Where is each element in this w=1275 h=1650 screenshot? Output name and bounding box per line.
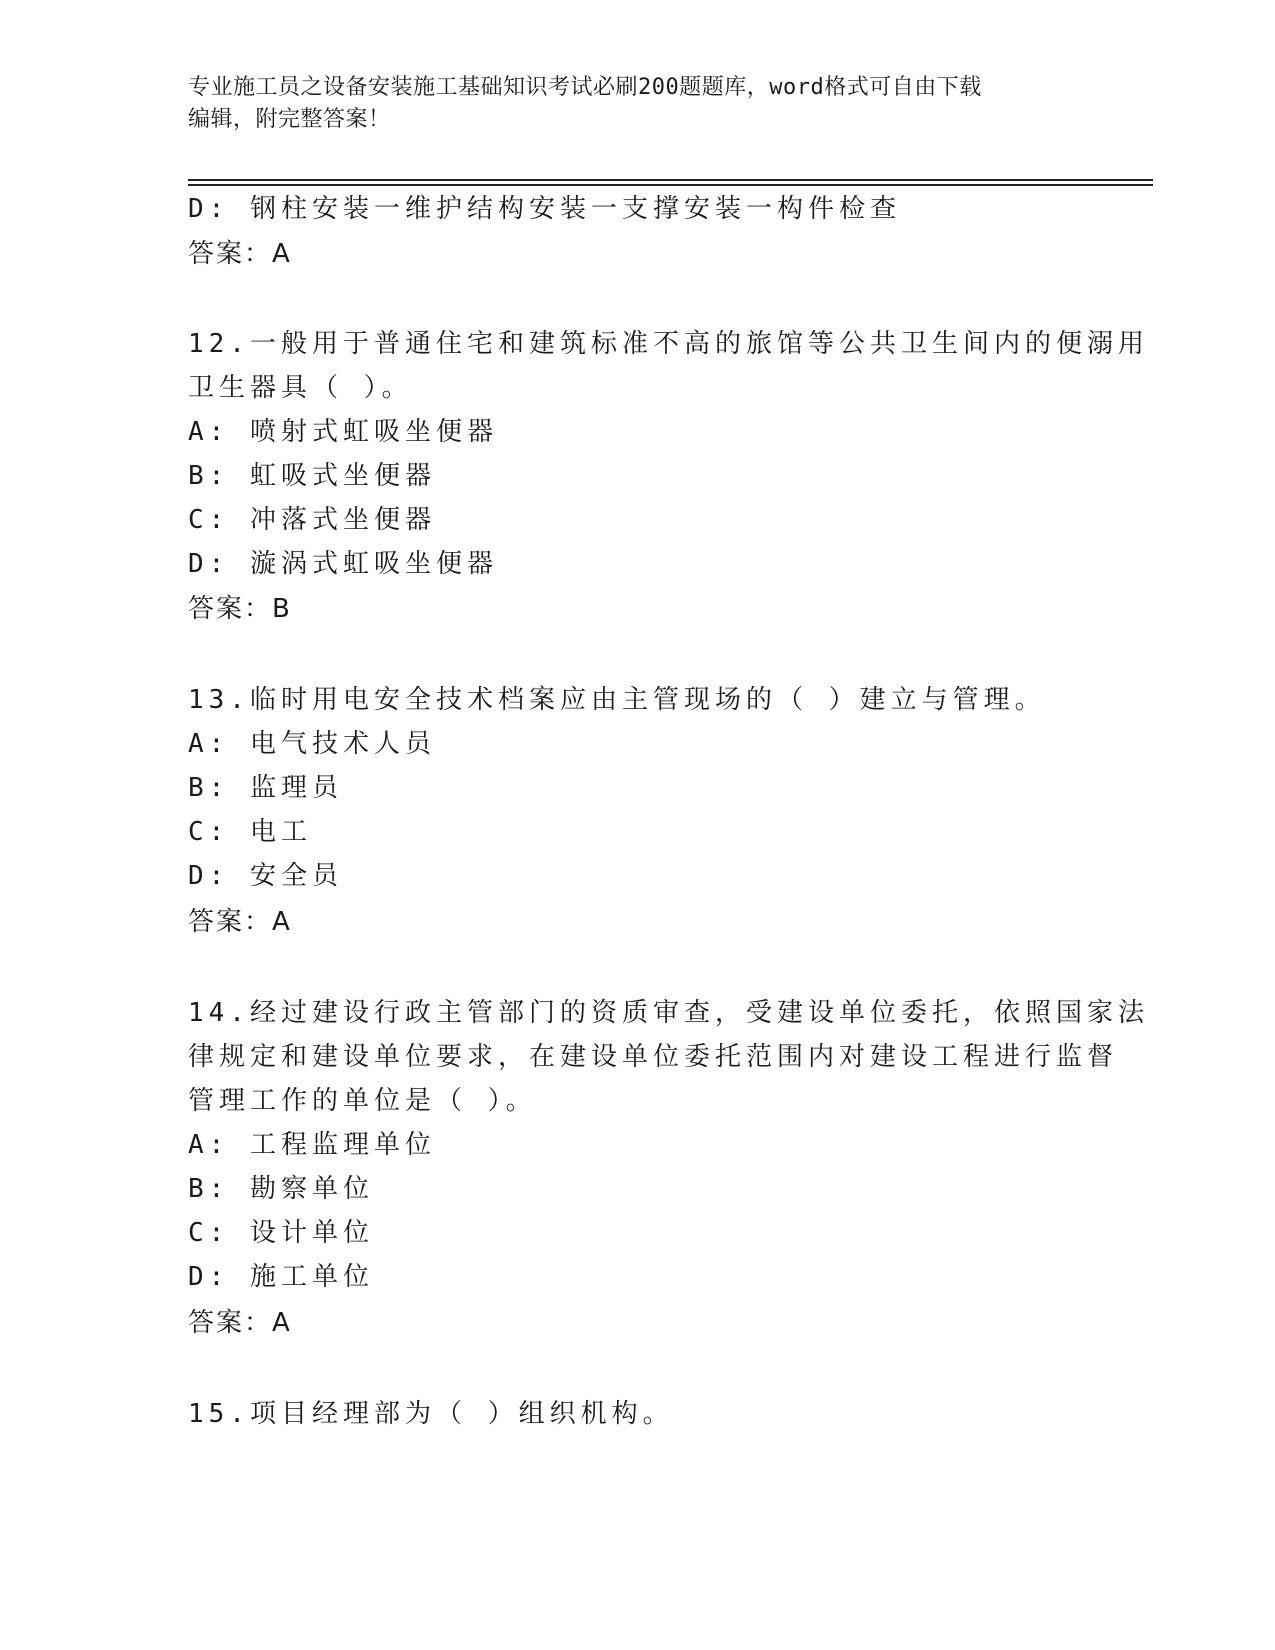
q14-answer: 答案：A (188, 1308, 292, 1338)
page-header (188, 72, 1088, 136)
header-title-line-2: 编辑，附完整答案！ (188, 107, 391, 132)
q13-option-a: A: 电气技术人员 (188, 729, 436, 759)
header-divider-top (188, 179, 1153, 181)
q14-stem-line-2: 律规定和建设单位要求，在建设单位委托范围内对建设工程进行监督 (188, 1042, 1119, 1072)
q12-option-d: D: 漩涡式虹吸坐便器 (188, 549, 498, 579)
q11-option-d: D: 钢柱安装一维护结构安装一支撑安装一构件检查 (188, 194, 901, 224)
q14-stem-line-3: 管理工作的单位是（ ）。 (188, 1086, 537, 1116)
q13-answer: 答案：A (188, 907, 292, 937)
q14-stem-line-1: 14.经过建设行政主管部门的资质审查，受建设单位委托，依照国家法 (188, 998, 1149, 1028)
q12-answer: 答案：B (188, 594, 292, 624)
header-title-line-1: 专业施工员之设备安装施工基础知识考试必刷200题题库，word格式可自由下载 (188, 75, 982, 100)
q14-option-c: C: 设计单位 (188, 1218, 374, 1248)
q13-option-c: C: 电工 (188, 817, 312, 847)
q12-option-c: C: 冲落式坐便器 (188, 505, 436, 535)
q13-option-b: B: 监理员 (188, 773, 343, 803)
q13-stem-line-1: 13.临时用电安全技术档案应由主管现场的（ ）建立与管理。 (188, 685, 1046, 715)
header-divider-bottom (188, 184, 1153, 186)
q14-option-d: D: 施工单位 (188, 1262, 374, 1292)
q12-stem-line-1: 12.一般用于普通住宅和建筑标准不高的旅馆等公共卫生间内的便溺用 (188, 329, 1149, 359)
q14-option-b: B: 勘察单位 (188, 1174, 374, 1204)
q12-option-b: B: 虹吸式坐便器 (188, 461, 436, 491)
q13-option-d: D: 安全员 (188, 861, 343, 891)
q15-stem-line-1: 15.项目经理部为（ ）组织机构。 (188, 1399, 674, 1429)
q11-answer: 答案：A (188, 239, 292, 269)
q14-option-a: A: 工程监理单位 (188, 1130, 436, 1160)
q12-stem-line-2: 卫生器具（ ）。 (188, 373, 413, 403)
q12-option-a: A: 喷射式虹吸坐便器 (188, 417, 498, 447)
